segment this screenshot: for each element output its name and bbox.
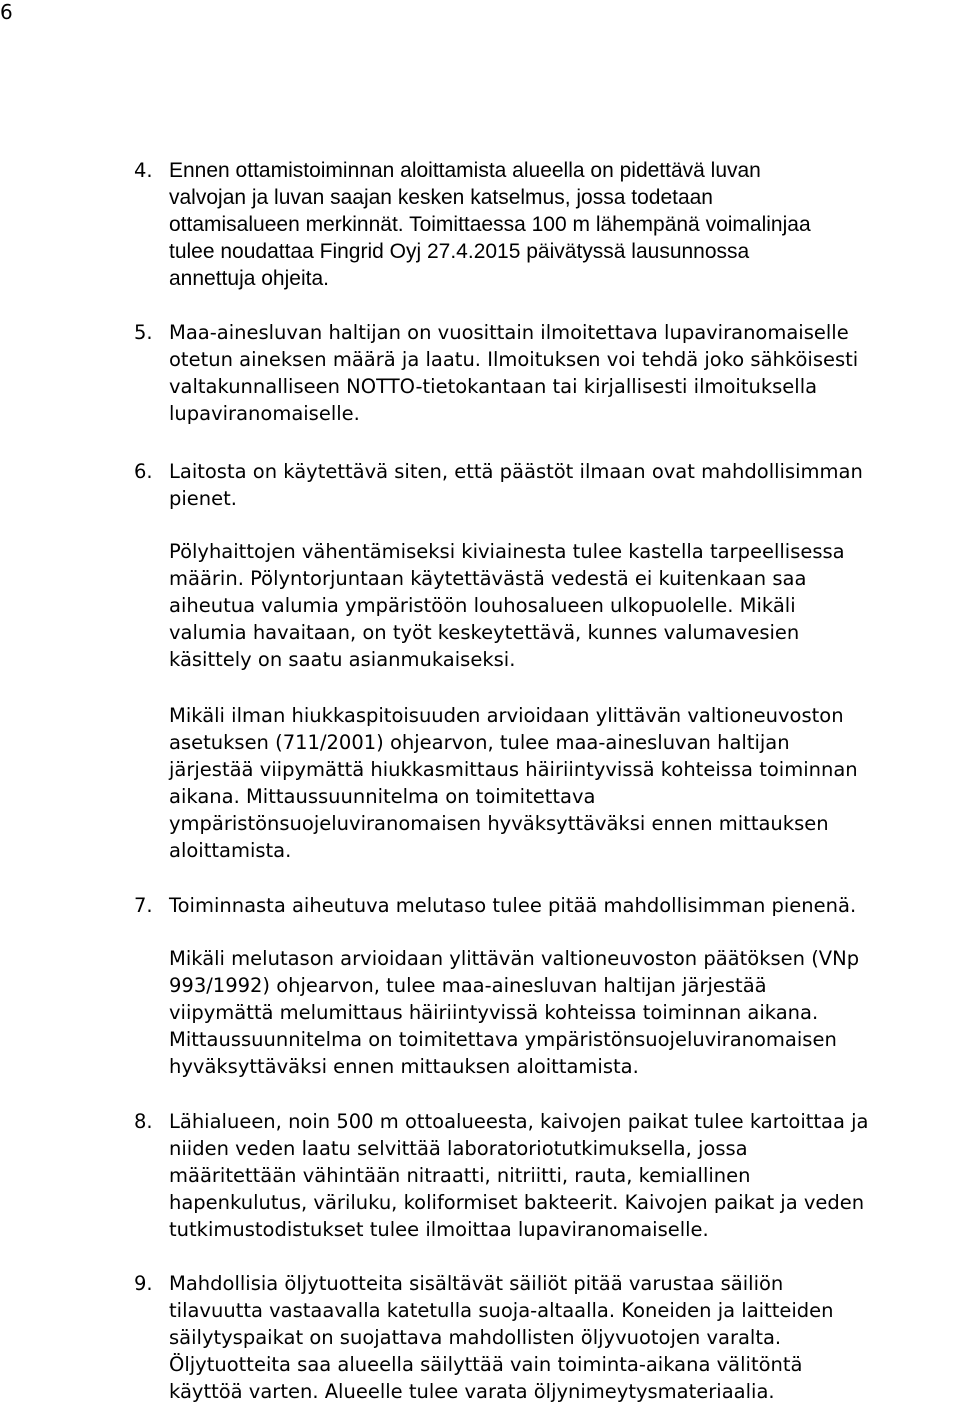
item-line: Toiminnasta aiheutuva melutaso tulee pitää mahdollisimman pienenä.	[169, 894, 857, 917]
item-line: käyttöä varten. Alueelle tulee varata öljynimeytysmateriaalia.	[169, 1380, 775, 1403]
paragraph-line: Mikäli ilman hiukkaspitoisuuden arvioidaan ylittävän valtioneuvoston	[169, 704, 844, 727]
item-number: 6.	[134, 460, 153, 483]
paragraph-line: ympäristönsuojeluviranomaisen hyväksyttäväksi ennen mittauksen	[169, 812, 829, 835]
item-number: 7.	[134, 894, 153, 917]
item-line: Ennen ottamistoiminnan aloittamista alueella on pidettävä luvan	[169, 159, 761, 182]
item-line: lupaviranomaiselle.	[169, 402, 360, 425]
item-line: määritettään vähintään nitraatti, nitriitti, rauta, kemiallinen	[169, 1164, 751, 1187]
item-line: tilavuutta vastaavalla katetulla suoja-altaalla. Koneiden ja laitteiden	[169, 1299, 834, 1322]
item-line: pienet.	[169, 487, 237, 510]
item-line: hapenkulutus, väriluku, koliformiset bakteerit. Kaivojen paikat ja veden	[169, 1191, 865, 1214]
item-line: niiden veden laatu selvittää laboratoriotutkimuksella, jossa	[169, 1137, 748, 1160]
paragraph-line: käsittely on saatu asianmukaiseksi.	[169, 648, 516, 671]
item-number: 9.	[134, 1272, 153, 1295]
paragraph-line: Pölyhaittojen vähentämiseksi kiviainesta tulee kastella tarpeellisessa	[169, 540, 845, 563]
item-line: valtakunnalliseen NOTTO-tietokantaan tai kirjallisesti ilmoituksella	[169, 375, 818, 398]
item-line: tulee noudattaa Fingrid Oyj 27.4.2015 päivätyssä lausunnossa	[169, 240, 750, 263]
item-line: ottamisalueen merkinnät. Toimittaessa 100 m lähempänä voimalinjaa	[169, 213, 811, 236]
paragraph-line: Mikäli melutason arvioidaan ylittävän valtioneuvoston päätöksen (VNp	[169, 947, 860, 970]
paragraph-line: 993/1992) ohjearvon, tulee maa-ainesluvan haltijan järjestää	[169, 974, 767, 997]
paragraph-line: aiheutua valumia ympäristöön louhosalueen ulkopuolelle. Mikäli	[169, 594, 796, 617]
item-line: otetun aineksen määrä ja laatu. Ilmoituksen voi tehdä joko sähköisesti	[169, 348, 859, 371]
item-number: 5.	[134, 321, 153, 344]
item-line: tutkimustodistukset tulee ilmoittaa lupaviranomaiselle.	[169, 1218, 709, 1241]
paragraph-line: järjestää viipymättä hiukkasmittaus häiriintyvissä kohteissa toiminnan	[169, 758, 858, 781]
item-line: Maa-ainesluvan haltijan on vuosittain ilmoitettava lupaviranomaiselle	[169, 321, 849, 344]
paragraph-line: viipymättä melumittaus häiriintyvissä kohteissa toiminnan aikana.	[169, 1001, 819, 1024]
item-number: 4.	[134, 159, 153, 182]
item-line: Mahdollisia öljytuotteita sisältävät säiliöt pitää varustaa säiliön	[169, 1272, 784, 1295]
paragraph-line: aikana. Mittaussuunnitelma on toimitettava	[169, 785, 596, 808]
item-line: Lähialueen, noin 500 m ottoalueesta, kaivojen paikat tulee kartoittaa ja	[169, 1110, 869, 1133]
item-line: valvojan ja luvan saajan kesken katselmus, jossa todetaan	[169, 186, 713, 209]
paragraph-line: Mittaussuunnitelma on toimitettava ympäristönsuojeluviranomaisen	[169, 1028, 837, 1051]
item-line: Laitosta on käytettävä siten, että päästöt ilmaan ovat mahdollisimman	[169, 460, 863, 483]
paragraph-line: aloittamista.	[169, 839, 292, 862]
item-line: Öljytuotteita saa alueella säilyttää vain toiminta-aikana välitöntä	[169, 1353, 803, 1376]
item-line: annettuja ohjeita.	[169, 267, 329, 290]
item-line: säilytyspaikat on suojattava mahdollisten öljyvuotojen varalta.	[169, 1326, 782, 1349]
paragraph-line: valumia havaitaan, on työt keskeytettävä, kunnes valumavesien	[169, 621, 800, 644]
page-number: 6	[0, 0, 13, 24]
item-number: 8.	[134, 1110, 153, 1133]
paragraph-line: hyväksyttäväksi ennen mittauksen aloittamista.	[169, 1055, 639, 1078]
paragraph-line: määrin. Pölyntorjuntaan käytettävästä vedestä ei kuitenkaan saa	[169, 567, 807, 590]
paragraph-line: asetuksen (711/2001) ohjearvon, tulee maa-ainesluvan haltijan	[169, 731, 790, 754]
